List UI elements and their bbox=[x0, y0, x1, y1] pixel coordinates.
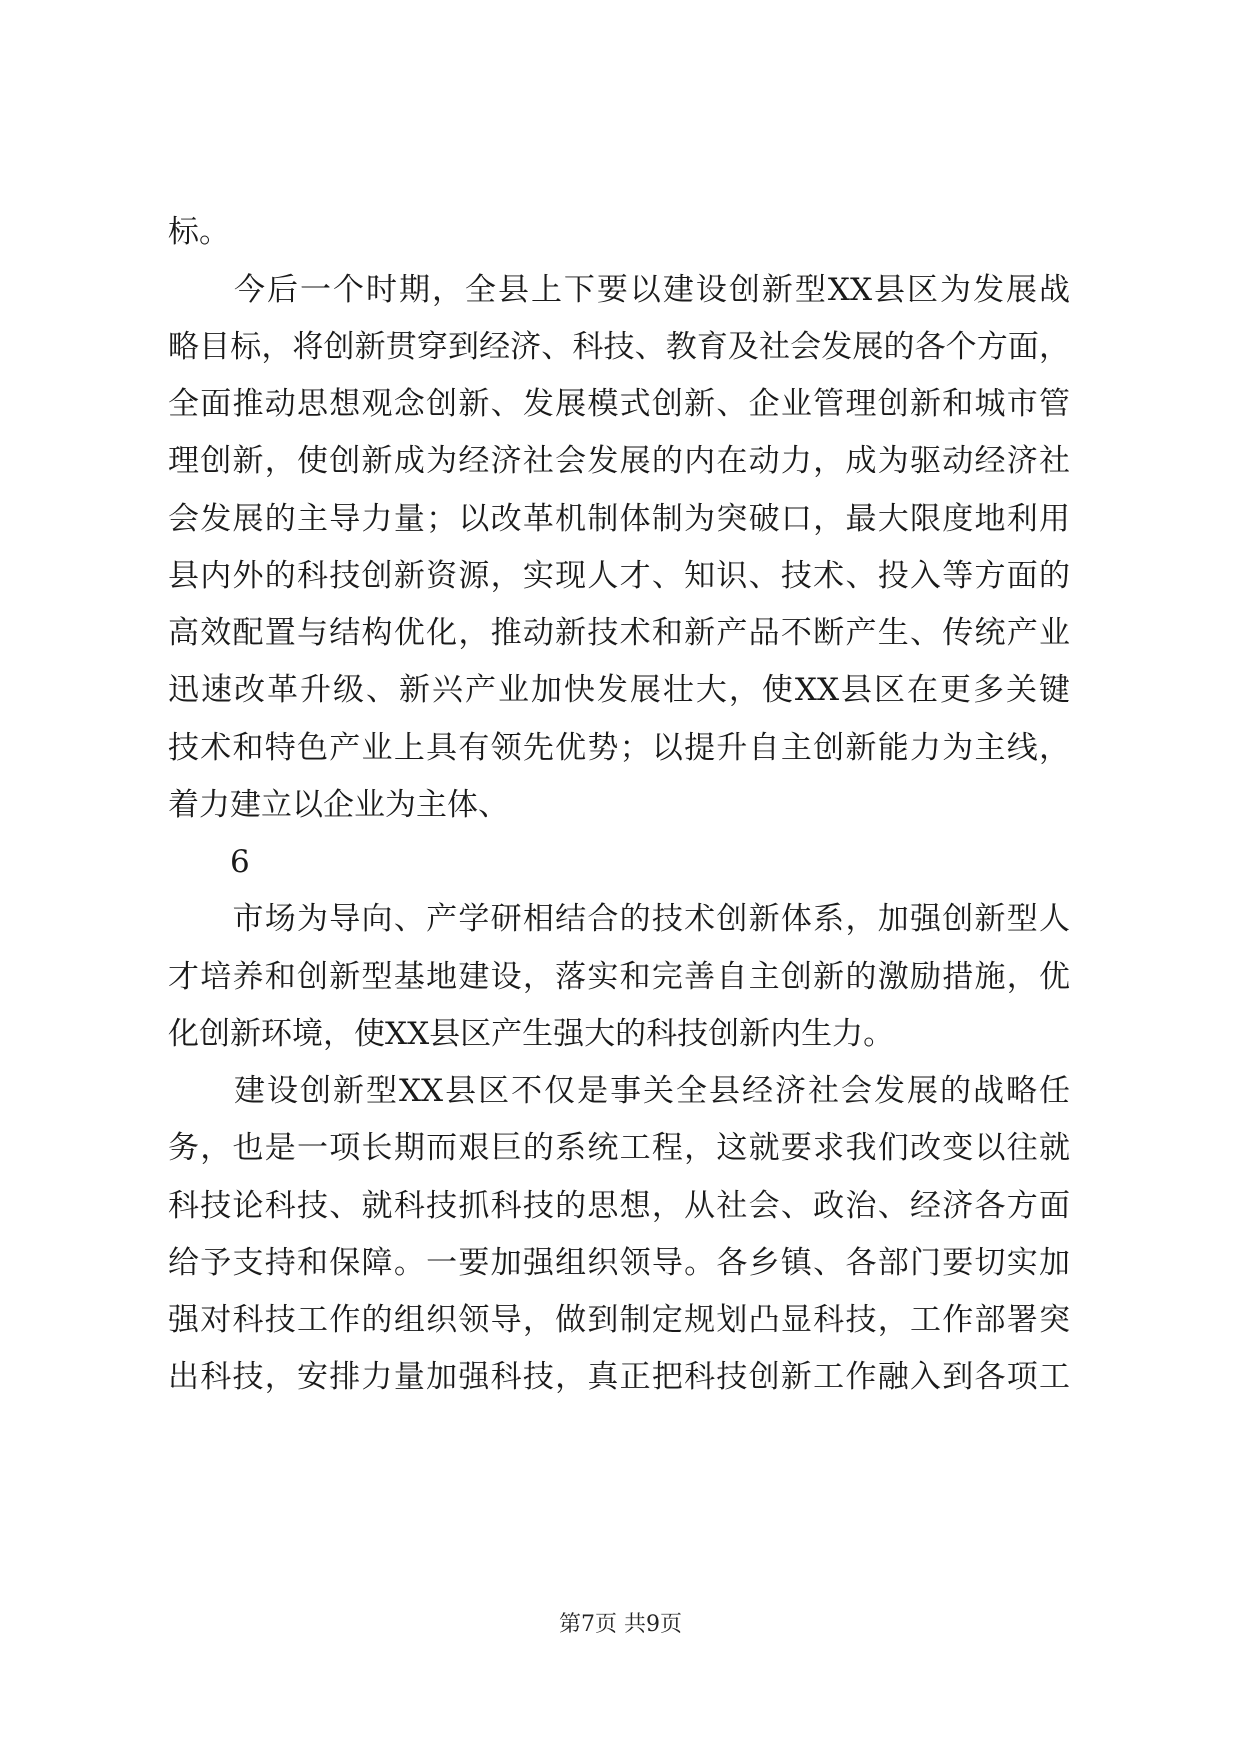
text-line: 化创新环境，使XX县区产生强大的科技创新内生力。 bbox=[168, 1016, 895, 1052]
text-line: 6 bbox=[168, 844, 250, 880]
page-footer: 第7页 共9页 bbox=[559, 1612, 682, 1637]
text-line: 县内外的科技创新资源，实现人才、知识、技术、投入等方面的 bbox=[168, 558, 1070, 594]
text-line: 强对科技工作的组织领导，做到制定规划凸显科技，工作部署突 bbox=[168, 1302, 1070, 1338]
text-line: 高效配置与结构优化，推动新技术和新产品不断产生、传统产业 bbox=[168, 615, 1070, 651]
text-line: 今后一个时期，全县上下要以建设创新型XX县区为发展战 bbox=[168, 272, 1070, 308]
text-line: 科技论科技、就科技抓科技的思想，从社会、政治、经济各方面 bbox=[168, 1188, 1070, 1224]
text-line: 会发展的主导力量；以改革机制体制为突破口，最大限度地利用 bbox=[168, 501, 1070, 537]
text-line: 标。 bbox=[168, 214, 230, 250]
text-line: 技术和特色产业上具有领先优势；以提升自主创新能力为主线， bbox=[168, 730, 1070, 766]
text-line: 略目标，将创新贯穿到经济、科技、教育及社会发展的各个方面， bbox=[168, 329, 1070, 365]
text-line: 给予支持和保障。一要加强组织领导。各乡镇、各部门要切实加 bbox=[168, 1245, 1070, 1281]
text-line: 全面推动思想观念创新、发展模式创新、企业管理创新和城市管 bbox=[168, 386, 1070, 422]
text-line: 才培养和创新型基地建设，落实和完善自主创新的激励措施，优 bbox=[168, 959, 1070, 995]
text-line: 市场为导向、产学研相结合的技术创新体系，加强创新型人 bbox=[168, 901, 1070, 937]
text-line: 出科技，安排力量加强科技，真正把科技创新工作融入到各项工 bbox=[168, 1359, 1070, 1395]
text-line: 务，也是一项长期而艰巨的系统工程，这就要求我们改变以往就 bbox=[168, 1130, 1070, 1166]
text-line: 着力建立以企业为主体、 bbox=[168, 787, 509, 823]
text-line: 理创新，使创新成为经济社会发展的内在动力，成为驱动经济社 bbox=[168, 443, 1070, 479]
text-line: 迅速改革升级、新兴产业加快发展壮大，使XX县区在更多关键 bbox=[168, 672, 1070, 708]
text-line: 建设创新型XX县区不仅是事关全县经济社会发展的战略任 bbox=[168, 1073, 1070, 1109]
